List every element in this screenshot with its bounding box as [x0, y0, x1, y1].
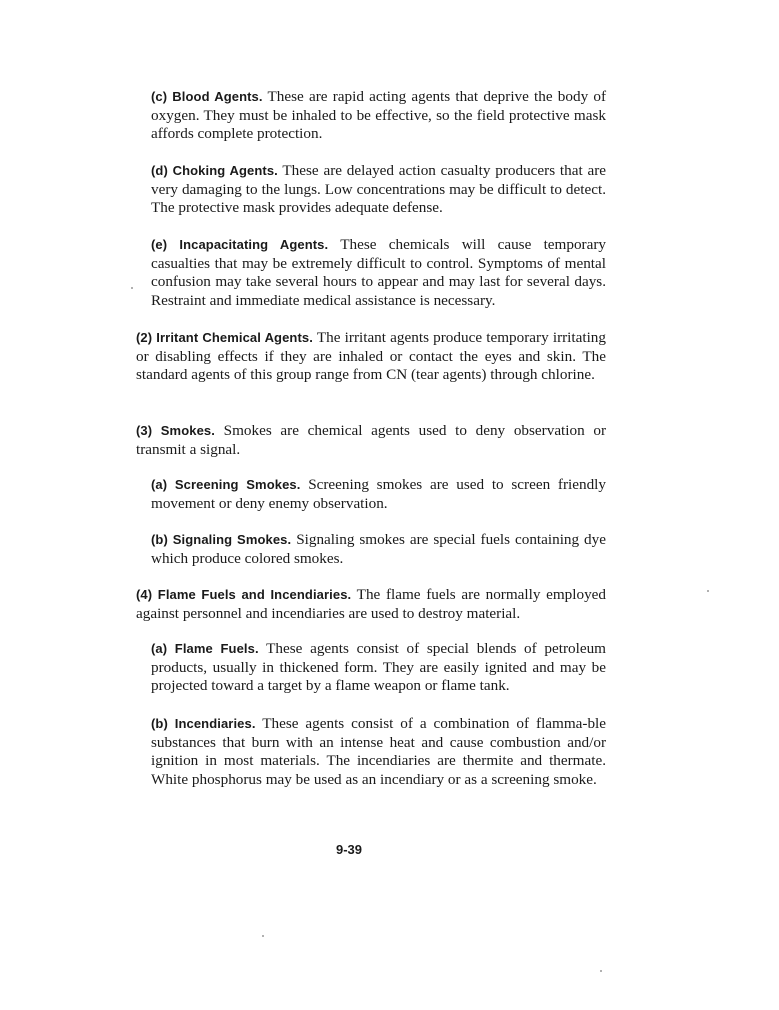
body-choking-agents: These are delayed action casualty producers that are very damaging to the lungs. Low concentrations may be difficult to detect. The protective mask provides adequate defense. [151, 162, 606, 217]
body-screening-smokes: Screening smokes are used to screen friendly movement or deny enemy observation. [151, 476, 606, 512]
paragraph-incapacitating-agents [151, 236, 606, 310]
body-blood-agents: These are rapid acting agents that deprive the body of oxygen. They must be inhaled to be effective, so the field protective mask affords complete protection. [151, 88, 607, 143]
heading-flame-fuels: (a) Flame Fuels. [151, 641, 259, 656]
paragraph-signaling-smokes [151, 531, 606, 568]
heading-blood-agents: (c) Blood Agents. [151, 89, 263, 104]
paragraph-choking-agents [151, 162, 606, 218]
paragraph-screening-smokes [151, 476, 606, 513]
heading-irritant-agents: (2) Irritant Chemical Agents. [136, 330, 313, 345]
body-flame-fuels: These agents consist of special blends of petroleum products, usually in thickened form. They are easily ignited and may be projected toward a target by a flame weapon or flame tank. [151, 640, 606, 695]
heading-smokes: (3) Smokes. [136, 423, 215, 438]
heading-choking-agents: (d) Choking Agents. [151, 163, 278, 178]
body-incendiaries: These agents consist of a combination of flamma-ble substances that burn with an intense heat and cause combustion and/or ignition in most materials. The incendiaries are thermite and thermate. White phosphorus may be used as an incendiary or as a screening smoke. [151, 715, 607, 788]
body-incapacitating-agents: These chemicals will cause temporary casualties that may be extremely difficult to control. Symptoms of mental confusion may take several hours to appear and may last for several days. Restraint and immediate medical assistance is necessary. [151, 236, 606, 309]
paragraph-flame-fuels [151, 640, 606, 696]
paragraph-flame-fuels-incendiaries [136, 586, 606, 623]
heading-incendiaries: (b) Incendiaries. [151, 716, 256, 731]
heading-signaling-smokes: (b) Signaling Smokes. [151, 532, 292, 547]
body-signaling-smokes: Signaling smokes are special fuels containing dye which produce colored smokes. [151, 531, 606, 567]
scan-speck [600, 970, 602, 972]
scan-speck [262, 935, 264, 937]
paragraph-smokes [136, 422, 606, 459]
paragraph-irritant-agents [136, 329, 606, 385]
page-number: 9-39 [336, 842, 363, 857]
paragraph-blood-agents [151, 88, 606, 144]
body-flame-fuels-incendiaries: The flame fuels are normally employed against personnel and incendiaries are used to destroy material. [136, 586, 606, 622]
scan-speck [131, 287, 133, 289]
heading-flame-fuels-incendiaries: (4) Flame Fuels and Incendiaries. [136, 587, 352, 602]
heading-screening-smokes: (a) Screening Smokes. [151, 477, 301, 492]
scan-speck [707, 590, 709, 592]
paragraph-incendiaries [151, 715, 606, 789]
heading-incapacitating-agents: (e) Incapacitating Agents. [151, 237, 329, 252]
body-irritant-agents: The irritant agents produce temporary irritating or disabling effects if they are inhaled or contact the eyes and skin. The standard agents of this group range from CN (tear agents) through chlorine. [136, 329, 606, 384]
body-smokes: Smokes are chemical agents used to deny observation or transmit a signal. [136, 422, 607, 458]
